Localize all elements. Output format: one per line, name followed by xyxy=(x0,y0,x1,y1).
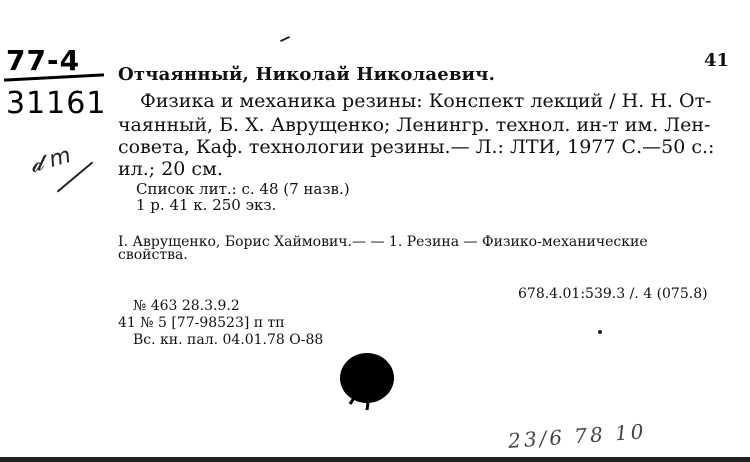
order-line: № 463 28.3.9.2 xyxy=(133,298,240,314)
description-line: совета, Каф. технологии резины.— Л.: ЛТИ, 1977 С.—50 с.: xyxy=(118,136,715,158)
punch-hole-icon xyxy=(332,350,402,410)
bibliography-note: Список лит.: с. 48 (7 назв.) xyxy=(136,180,350,198)
order-line: Вс. кн. пал. 04.01.78 О-88 xyxy=(133,332,324,348)
pen-mark xyxy=(280,36,290,42)
price-run-note: 1 р. 41 к. 250 экз. xyxy=(136,196,277,214)
handwritten-signature: 𝓭 m xyxy=(27,143,74,178)
ink-dot xyxy=(598,330,602,334)
card-number: 41 xyxy=(704,50,730,71)
date-stamp: 23/6 78 10 xyxy=(507,419,648,453)
tracings-line: I. Аврущенко, Борис Хаймович.— — 1. Резина — Физико-механические xyxy=(118,234,648,250)
tracings-line: свойства. xyxy=(118,247,188,263)
order-line: 41 № 5 [77-98523] п тп xyxy=(118,315,285,331)
card-bottom-edge xyxy=(0,457,750,462)
author-heading: Отчаянный, Николай Николаевич. xyxy=(118,64,496,85)
handwritten-inventory-number: 31161 xyxy=(6,86,107,121)
description-line: ил.; 20 см. xyxy=(118,158,223,180)
udc-classification: 678.4.01:539.3 /. 4 (075.8) xyxy=(518,286,708,302)
description-line: Физика и механика резины: Конспект лекций / Н. Н. От- xyxy=(140,90,712,112)
description-line: чаянный, Б. Х. Аврущенко; Ленингр. технол. ин-т им. Лен- xyxy=(118,114,711,136)
handwritten-call-number: 77-4 xyxy=(6,44,81,77)
